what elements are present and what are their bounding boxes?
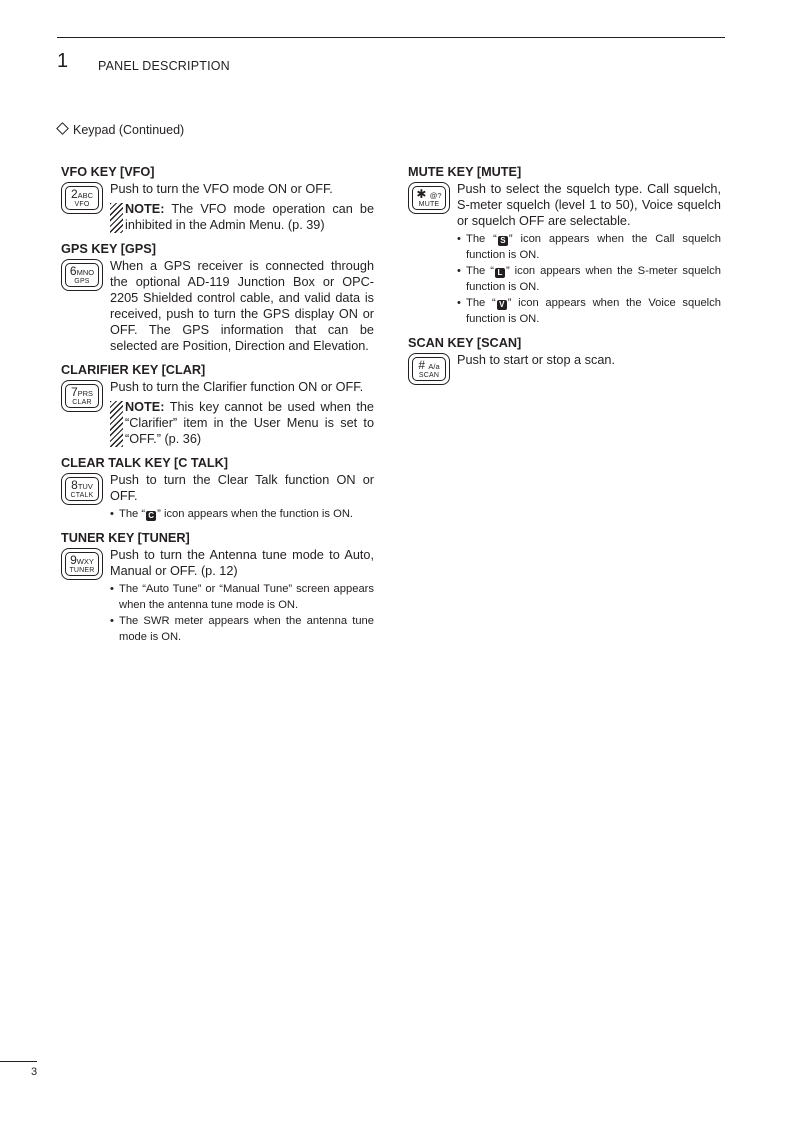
scan-key-icon <box>408 353 450 385</box>
note-label: NOTE: <box>125 400 165 414</box>
key-label-letters: @? <box>429 191 442 200</box>
gps-key-icon <box>61 259 103 291</box>
ctalk-key-icon <box>61 473 103 505</box>
key-label-main: 7 <box>70 385 78 399</box>
chapter-title: PANEL DESCRIPTION <box>98 59 230 73</box>
bullet-item: • The SWR meter appears when the antenna tune mode is ON. <box>110 615 374 643</box>
key-label-letters: WXY <box>76 557 94 566</box>
note <box>110 201 374 233</box>
key-label-function: VFO <box>74 201 90 208</box>
bullet-text: ” icon appears when the Voice squelch function is ON. <box>466 297 721 325</box>
clear-talk-c-icon: C <box>146 511 156 521</box>
bullet-item: • The “ V ” icon appears when the Voice squelch function is ON. <box>457 297 721 325</box>
section-title: GPS KEY [GPS] <box>61 242 156 256</box>
left-column <box>61 164 374 653</box>
bullet-text: ” icon appears when the function is ON. <box>157 508 354 520</box>
note-text: This key cannot be used when the “Clarifier” item in the User Menu is set to “OFF.” (p. 36) <box>125 400 374 446</box>
section-title: CLEAR TALK KEY [C TALK] <box>61 456 229 470</box>
bullet-item: • The “ C ” icon appears when the function is ON. <box>110 508 354 520</box>
note-label: NOTE: <box>125 202 165 216</box>
bullet-text: The SWR meter appears when the antenna tune mode is ON. <box>119 615 374 643</box>
section-mute-key <box>408 164 721 327</box>
key-label-letters: PRS <box>77 389 94 398</box>
bullet-text: The “ <box>119 508 146 520</box>
section-title: VFO KEY [VFO] <box>61 165 155 179</box>
bullet-item: • The “ S ” icon appears when the Call squelch function is ON. <box>457 233 721 261</box>
note-text: The VFO mode operation can be inhibited in the Admin Menu. (p. 39) <box>125 202 374 232</box>
clar-key-icon <box>61 380 103 412</box>
key-label-main: 6 <box>69 264 77 278</box>
section-title: MUTE KEY [MUTE] <box>408 165 522 179</box>
bullet-text: The “ <box>466 233 497 245</box>
voice-squelch-v-icon: V <box>497 300 507 310</box>
call-squelch-s-icon: S <box>498 236 508 246</box>
key-label-main: 2 <box>70 187 78 201</box>
diamond-icon <box>56 122 69 135</box>
section-title: CLARIFIER KEY [CLAR] <box>61 363 206 377</box>
key-label-letters: MNO <box>76 268 95 277</box>
key-label-letters: ABC <box>77 191 94 200</box>
page-number: 3 <box>31 1066 38 1078</box>
key-label-main: 8 <box>71 478 78 492</box>
key-label-function: SCAN <box>418 372 440 379</box>
subheading <box>57 123 184 137</box>
key-label-function: CTALK <box>70 492 94 499</box>
section-description: Push to turn the Clarifier function ON or OFF. <box>110 380 364 394</box>
note-hatch-icon <box>110 203 123 233</box>
section-description: Push to start or stop a scan. <box>457 353 615 367</box>
key-label-main: 9 <box>70 553 77 567</box>
s-meter-squelch-l-icon: L <box>495 268 505 278</box>
vfo-key-icon <box>61 182 103 214</box>
section-title: SCAN KEY [SCAN] <box>408 336 522 350</box>
section-description: Push to turn the Clear Talk function ON or OFF. <box>110 473 374 503</box>
section-gps-key <box>61 241 374 354</box>
bullet-text: The “Auto Tune” or “Manual Tune” screen appears when the antenna tune mode is ON. <box>119 583 374 611</box>
bullet-text: ” icon appears when the S-meter squelch function is ON. <box>466 265 721 293</box>
bullet-text: The “ <box>466 265 494 277</box>
section-tuner-key <box>61 530 374 645</box>
subheading-text: Keypad (Continued) <box>73 123 185 137</box>
section-description: When a GPS receiver is connected through the optional AD-119 Junction Box or OPC-2205 Shielded control cable, and valid data is received, push to turn the GPS display ON or OFF. The GPS information that can be selected are Position, Direction and Elevation. <box>110 259 374 353</box>
mute-key-icon <box>408 182 450 214</box>
section-description: Push to turn the VFO mode ON or OFF. <box>110 182 333 196</box>
note <box>110 399 374 447</box>
section-title: TUNER KEY [TUNER] <box>61 531 190 545</box>
bullet-text: The “ <box>466 297 496 309</box>
tuner-key-icon <box>61 548 103 580</box>
chapter-number: 1 <box>57 50 69 72</box>
section-clear-talk-key <box>61 455 374 522</box>
right-column <box>408 164 721 393</box>
key-label-main: # <box>418 358 426 372</box>
section-scan-key <box>408 335 721 385</box>
key-label-main: ✱ <box>416 187 427 201</box>
bullet-item: • The “ L ” icon appears when the S-meter squelch function is ON. <box>457 265 721 293</box>
section-clarifier-key <box>61 362 374 447</box>
key-label-function: TUNER <box>69 567 95 574</box>
section-description: Push to turn the Antenna tune mode to Auto, Manual or OFF. (p. 12) <box>110 548 374 578</box>
key-label-letters: TUV <box>77 482 93 491</box>
header-rule <box>57 37 725 38</box>
key-label-letters: A/a <box>428 362 440 371</box>
bullet-text: ” icon appears when the Call squelch function is ON. <box>466 233 721 261</box>
bullet-item: • The “Auto Tune” or “Manual Tune” screen appears when the antenna tune mode is ON. <box>110 583 374 611</box>
key-label-function: MUTE <box>418 201 440 208</box>
key-label-function: CLAR <box>72 399 92 406</box>
note-hatch-icon <box>110 401 123 447</box>
section-description: Push to select the squelch type. Call squelch, S-meter squelch (level 1 to 50), Voice squelch or squelch OFF are selectable. <box>457 182 721 228</box>
footer-rule <box>0 1061 37 1062</box>
key-label-function: GPS <box>74 278 90 285</box>
section-vfo-key <box>61 164 374 233</box>
